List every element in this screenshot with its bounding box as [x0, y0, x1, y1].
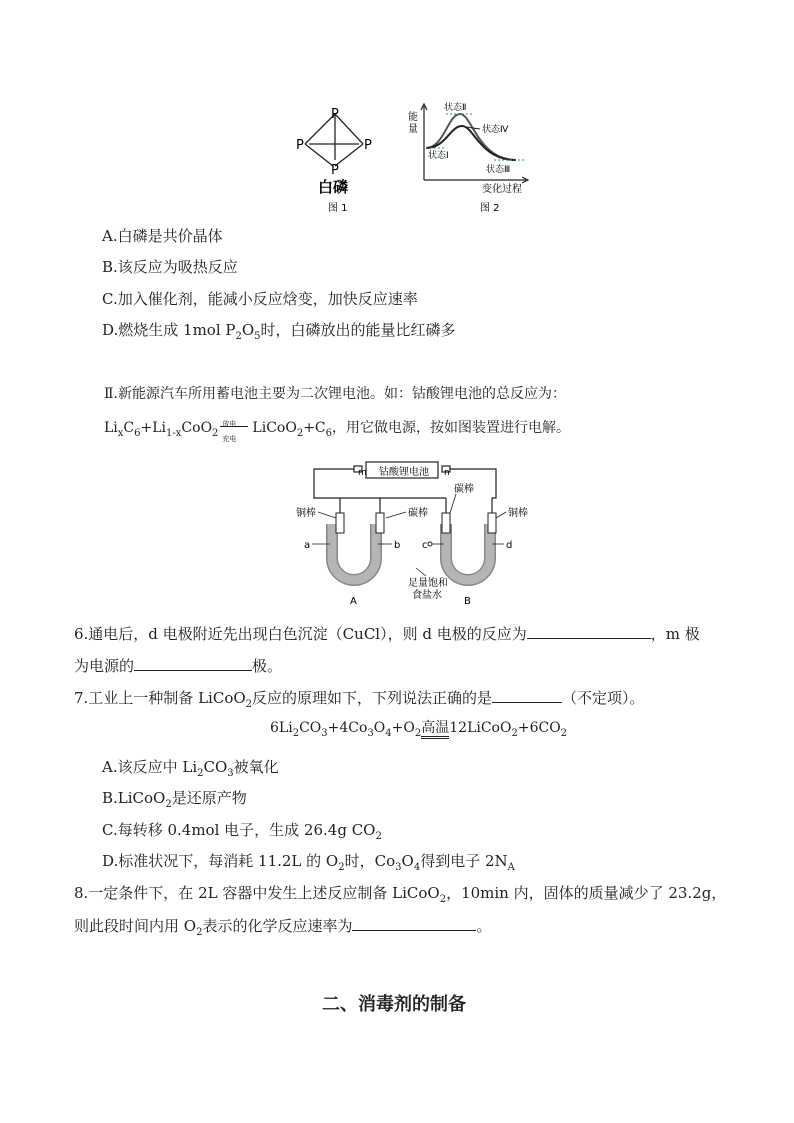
cell-b-label: B — [464, 596, 471, 607]
q8-blank[interactable] — [352, 914, 476, 931]
q6-text1: 6.通电后，d 电极附近先出现白色沉淀（CuCl），则 d 电极的反应为 — [74, 625, 527, 643]
electrolysis-apparatus — [296, 458, 536, 608]
reversible-arrow — [218, 418, 252, 443]
q7-blank[interactable] — [492, 686, 562, 703]
q7-eq-s6: 2 — [511, 727, 518, 739]
fig2-ylabel-bottom: 量 — [408, 124, 418, 135]
fig2-state4: 状态Ⅳ — [482, 125, 509, 135]
fig2-xlabel: 变化过程 — [482, 184, 522, 195]
eq-6: 6 — [134, 427, 141, 439]
fig2-state1: 状态Ⅰ — [428, 151, 449, 161]
q6-text2: ，m 极 — [650, 625, 700, 643]
eq-tail: ，用它做电源，按如图装置进行电解。 — [332, 420, 571, 436]
q7-equation — [270, 718, 567, 744]
q7-a-s2: 3 — [227, 768, 234, 779]
eq-li: Li — [104, 420, 118, 436]
q5-option-b: B.该反应为吸热反应 — [102, 258, 238, 276]
copper-rod-left-label: 铜棒 — [296, 508, 316, 519]
q7-c-pre: C.每转移 0.4mol 电子，生成 26.4g CO — [102, 821, 376, 839]
q7-stem — [74, 686, 645, 715]
electrode-c: c — [422, 540, 428, 551]
eq-c: C — [123, 420, 135, 436]
q7-eq-s5: 2 — [414, 727, 422, 739]
q8-line2 — [74, 914, 491, 943]
q7-eq-condition: 高温 — [421, 720, 449, 739]
q7-eq-p6: 12LiCoO — [449, 720, 512, 736]
eq-x: x — [117, 427, 124, 439]
fig2-state2: 状态Ⅱ — [444, 103, 467, 113]
q6-blank-2[interactable] — [134, 654, 252, 671]
fig1-caption: 图 1 — [328, 203, 348, 214]
fig2-caption: 图 2 — [480, 203, 500, 214]
electrode-d: d — [506, 540, 513, 551]
q5-d-post: 时，白磷放出的能量比红磷多 — [260, 321, 456, 339]
q5-d-pre: D.燃烧生成 1mol P — [102, 321, 236, 339]
q7-d-s1: 2 — [338, 862, 345, 873]
carbon-rod-top-label: 碳棒 — [454, 484, 474, 495]
q7-stem-sub: 2 — [245, 699, 253, 710]
section2-equation — [104, 418, 570, 444]
q7-stem-tail: （不定项）。 — [562, 689, 645, 707]
q6-blank-1[interactable] — [527, 622, 651, 639]
q7-eq-p1: 6Li — [270, 720, 293, 736]
arrow-line — [220, 426, 248, 427]
atom-p-left: P — [296, 138, 304, 153]
carbon-rod-left-label: 碳棒 — [408, 508, 428, 519]
q7-eq-s1: 2 — [292, 727, 300, 739]
q7-stem-post: 反应的原理如下，下列说法正确的是 — [252, 689, 493, 707]
atom-p-right: P — [364, 138, 372, 153]
copper-rod-right-label: 铜棒 — [508, 508, 528, 519]
q7-eq-p4: O — [373, 720, 386, 736]
fig2-energy-diagram — [404, 98, 534, 218]
q8-line2-post: 表示的化学反应速率为 — [202, 917, 353, 935]
fig2-ylabel-top: 能 — [408, 112, 418, 123]
q7-eq-p7: +6CO — [517, 720, 561, 736]
eq-prod: LiCoO — [252, 420, 297, 436]
q7-b-sub: 2 — [165, 799, 172, 810]
q8-line2-sub: 2 — [196, 927, 203, 938]
brine-label-2: 食盐水 — [412, 590, 442, 601]
q6-line2 — [74, 654, 282, 676]
q8-line1 — [74, 883, 726, 910]
fig1-white-phosphorus — [290, 100, 390, 220]
q7-d-s3: 4 — [413, 862, 421, 873]
q7-a-s1: 2 — [197, 768, 204, 779]
section-title: 二、消毒剂的制备 — [322, 994, 466, 1015]
terminal-m: m — [358, 468, 367, 478]
q6-line1 — [74, 622, 700, 644]
q6-text4: 极。 — [252, 657, 283, 675]
eq-1x: 1-x — [166, 427, 182, 439]
q5-d-sub1: 2 — [235, 331, 242, 342]
q5-d-mid: O — [241, 321, 255, 339]
brine-label-1: 足量饱和 — [408, 578, 448, 589]
q7-d-s4: A — [507, 862, 515, 873]
q7-eq-s3: 3 — [367, 727, 374, 739]
electrode-b: b — [394, 540, 401, 551]
q5-option-d — [102, 320, 456, 347]
q8-line2-pre: 则此段时间内用 O — [74, 917, 197, 935]
q7-d-pre: D.标准状况下，每消耗 11.2L 的 O — [102, 852, 339, 870]
q8-line2-tail: 。 — [476, 917, 492, 935]
q7-option-d — [102, 851, 515, 878]
eq-coo: CoO — [181, 420, 213, 436]
section2-intro: Ⅱ.新能源汽车所用蓄电池主要为二次锂电池。如：钴酸锂电池的总反应为： — [104, 386, 566, 402]
battery-label: 钴酸锂电池 — [379, 467, 429, 478]
q8-line1-sub: 2 — [439, 894, 447, 905]
eq-2: 2 — [212, 427, 219, 439]
fig2-state3: 状态Ⅲ — [486, 165, 511, 175]
q7-a-post: 被氧化 — [233, 758, 279, 776]
electrode-a: a — [304, 540, 311, 551]
q7-option-b — [102, 788, 247, 815]
q8-line1-post: ，10min 内，固体的质量减少了 23.2g， — [446, 884, 727, 902]
q7-option-c — [102, 820, 382, 847]
q7-eq-s4: 4 — [385, 727, 392, 739]
terminal-n: n — [444, 468, 450, 478]
q7-d-mid2: O — [401, 852, 414, 870]
q7-stem-pre: 7.工业上一种制备 LiCoO — [74, 689, 246, 707]
q6-text3: 为电源的 — [74, 657, 135, 675]
eq-plus-c: +C — [303, 420, 326, 436]
atom-p-top: P — [331, 107, 339, 122]
eq-prod-sub: 2 — [296, 427, 304, 439]
q5-d-sub2: 5 — [254, 331, 261, 342]
q5-option-c: C.加入催化剂，能减小反应焓变，加快反应速率 — [102, 290, 418, 308]
q7-eq-p3: +4Co — [327, 720, 368, 736]
q8-line1-pre: 8.一定条件下，在 2L 容器中发生上述反应制备 LiCoO — [74, 884, 440, 902]
fig1-label: 白磷 — [318, 178, 349, 196]
q7-d-mid3: 得到电子 2N — [420, 852, 508, 870]
q7-a-pre: A.该反应中 Li — [102, 758, 198, 776]
eq-c-sub: 6 — [325, 427, 333, 439]
cell-a-label: A — [350, 596, 357, 607]
arrow-bottom-label: 充电 — [222, 435, 237, 443]
q7-b-post: 是还原产物 — [171, 789, 247, 807]
q7-eq-p5: +O — [391, 720, 415, 736]
atom-p-bottom: P — [331, 163, 339, 178]
q7-eq-s2: 3 — [321, 727, 328, 739]
q7-a-mid: CO — [203, 758, 228, 776]
eq-plus-li: +Li — [140, 420, 167, 436]
arrow-top-label: 放电 — [222, 420, 237, 428]
q7-d-mid: 时，Co — [344, 852, 396, 870]
q7-d-s2: 3 — [395, 862, 402, 873]
q7-eq-s7: 2 — [560, 727, 568, 739]
q7-eq-p2: CO — [299, 720, 322, 736]
q7-b-pre: B.LiCoO — [102, 789, 166, 807]
q5-option-a: A.白磷是共价晶体 — [102, 227, 223, 245]
q7-c-sub: 2 — [375, 831, 382, 842]
q7-option-a — [102, 757, 279, 784]
